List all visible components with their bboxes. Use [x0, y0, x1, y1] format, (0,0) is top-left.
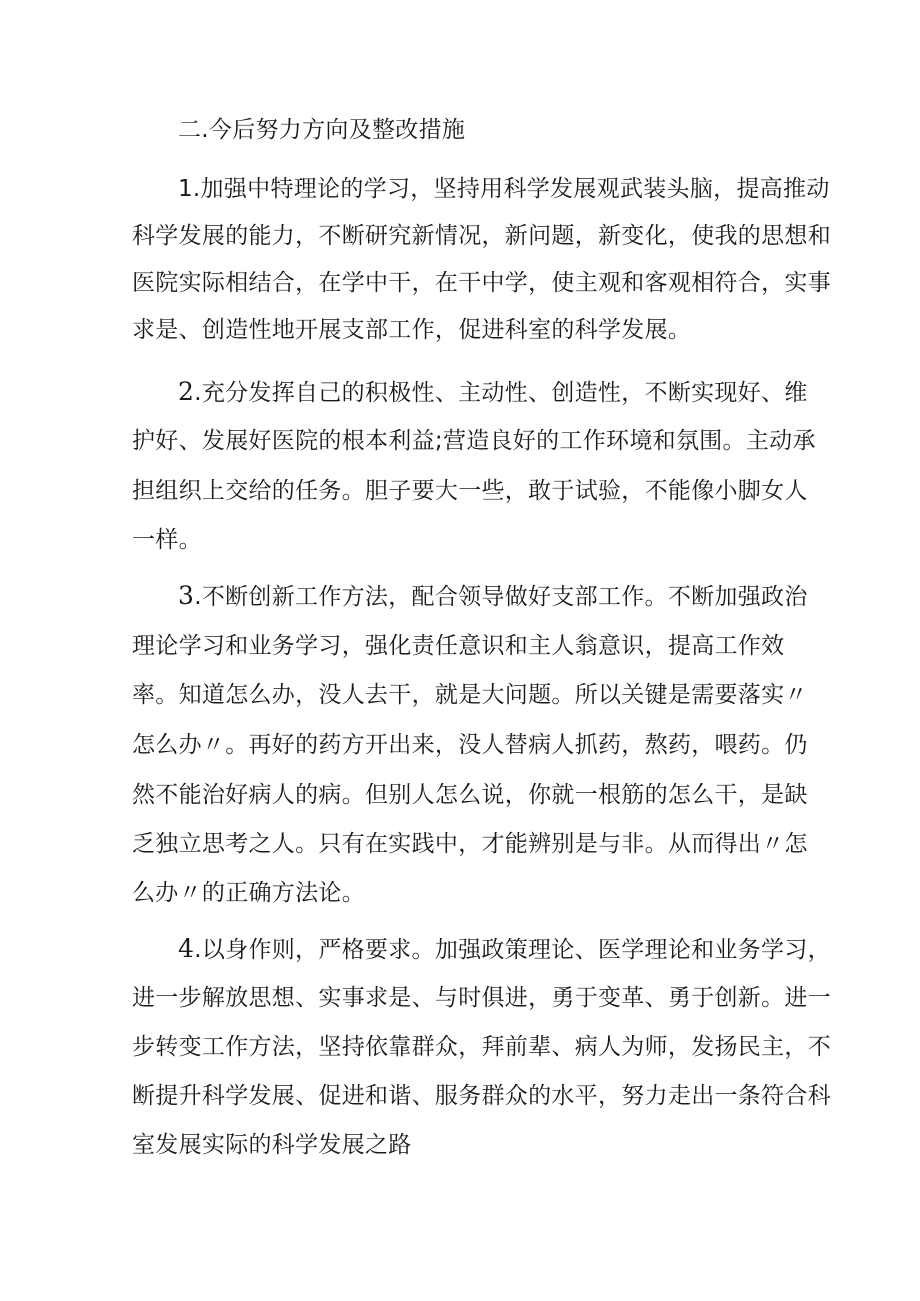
paragraph-2-line-3: 担组织上交给的任务。胆子要大一些，敢于试验，不能像小脚女人: [132, 478, 808, 504]
paragraph-1-line-2: 科学发展的能力，不断研究新情况，新问题，新变化，使我的思想和: [132, 223, 831, 249]
paragraph-3-number: 3: [178, 581, 195, 610]
paragraph-3-line-1: [178, 581, 808, 612]
paragraph-4-line-5: 室发展实际的科学发展之路: [132, 1132, 412, 1158]
paragraph-1-line-4: 求是、创造性地开展支部工作，促进科室的科学发展。: [132, 317, 692, 343]
section-heading: 二.今后努力方向及整改措施: [178, 117, 466, 143]
paragraph-4-line-2: 进一步解放思想、实事求是、与时俱进，勇于变革、勇于创新。进一: [132, 985, 831, 1011]
paragraph-3-line-1-text: .不断创新工作方法，配合领导做好支部工作。不断加强政治: [194, 584, 808, 610]
paragraph-4-line-3: 步转变工作方法，坚持依靠群众，拜前辈、病人为师，发扬民主，不: [132, 1034, 831, 1060]
paragraph-1-line-1: 1.加强中特理论的学习，坚持用科学发展观武装头脑，提高推动: [178, 176, 830, 202]
paragraph-3-line-4: 怎么办〃。再好的药方开出来，没人替病人抓药，熬药，喂药。仍: [132, 732, 808, 758]
paragraph-3-line-3: 率。知道怎么办，没人去干，就是大问题。所以关键是需要落实〃: [132, 682, 808, 708]
paragraph-3-line-7: 么办〃的正确方法论。: [132, 880, 365, 906]
paragraph-3-line-5: 然不能治好病人的病。但别人怎么说，你就一根筋的怎么干，是缺: [132, 782, 808, 808]
paragraph-4-line-1-text: .以身作则，严格要求。加强政策理论、医学理论和业务学习，: [194, 937, 831, 963]
paragraph-3-line-6: 乏独立思考之人。只有在实践中，才能辨别是与非。从而得出〃怎: [132, 831, 808, 857]
paragraph-1-line-3: 医院实际相结合，在学中干，在干中学，使主观和客观相符合，实事: [132, 270, 831, 296]
paragraph-4-line-4: 断提升科学发展、促进和谐、服务群众的水平，努力走出一条符合科: [132, 1083, 831, 1109]
paragraph-2-line-2: 护好、发展好医院的根本利益;营造良好的工作环境和氛围。主动承: [132, 428, 816, 454]
paragraph-2-number: 2: [178, 377, 195, 406]
paragraph-2-line-1: [178, 377, 808, 408]
paragraph-4-line-1: [178, 934, 831, 965]
paragraph-4-number: 4: [178, 934, 195, 963]
paragraph-2-line-1-text: .充分发挥自己的积极性、主动性、创造性，不断实现好、维: [194, 380, 808, 406]
paragraph-2-line-4: 一样。: [132, 527, 202, 553]
paragraph-3-line-2: 理论学习和业务学习，强化责任意识和主人翁意识，提高工作效: [132, 633, 785, 659]
